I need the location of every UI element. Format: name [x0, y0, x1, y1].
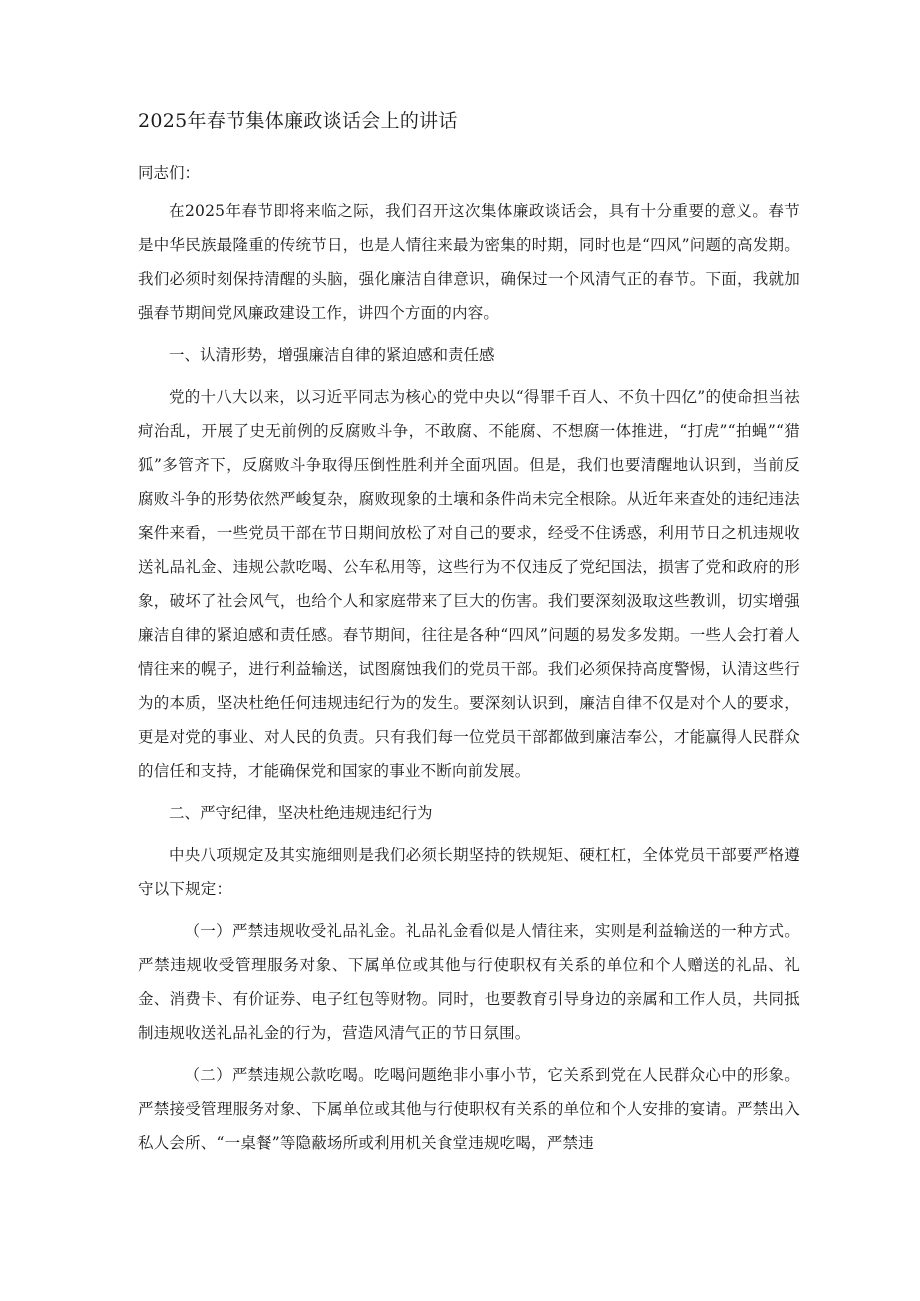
section-2-heading: 二、严守纪律，坚决杜绝违规违纪行为: [169, 804, 433, 822]
section-2-intro: 中央八项规定及其实施细则是我们必须长期坚持的铁规矩、硬杠杠，全体党员干部要严格遵守以下规定：: [138, 846, 800, 898]
section-1-body: 党的十八大以来，以习近平同志为核心的党中央以“得罪千百人、不负十四亿”的使命担当祛疴治乱，开展了史无前例的反腐败斗争，不敢腐、不能腐、不想腐一体推进，“打虎”“拍蝇”“猎狐”多管齐下，反腐败斗争取得压倒性胜利并全面巩固。但是，我们也要清醒地认识到，当前反腐败斗争的形势依然严峻复杂，腐败现象的土壤和条件尚未完全根除。从近年来查处的违纪违法案件来看，一些党员干部在节日期间放松了对自己的要求，经受不住诱惑，利用节日之机违规收送礼品礼金、违规公款吃喝、公车私用等，这些行为不仅违反了党纪国法，损害了党和政府的形象，破坏了社会风气，也给个人和家庭带来了巨大的伤害。我们要深刻汲取这些教训，切实增强廉洁自律的紧迫感和责任感。春节期间，往往是各种“四风”问题的易发多发期。一些人会打着人情往来的幌子，进行利益输送，试图腐蚀我们的党员干部。我们必须保持高度警惕，认清这些行为的本质，坚决杜绝任何违规违纪行为的发生。要深刻认识到，廉洁自律不仅是对个人的要求，更是对党的事业、对人民的负责。只有我们每一位党员干部都做到廉洁奉公，才能赢得人民群众的信任和支持，才能确保党和国家的事业不断向前发展。: [138, 388, 800, 780]
section-1-heading: 一、认清形势，增强廉洁自律的紧迫感和责任感: [169, 346, 495, 364]
section-2-item-2: （二）严禁违规公款吃喝。吃喝问题绝非小事小节，它关系到党在人民群众心中的形象。严禁接受管理服务对象、下属单位或其他与行使职权有关系的单位和个人安排的宴请。严禁出入私人会所、“一桌餐”等隐蔽场所或利用机关食堂违规吃喝，严禁违: [138, 1066, 800, 1152]
document-title: 2025年春节集体廉政谈话会上的讲话: [138, 110, 458, 132]
salutation: 同志们：: [138, 164, 201, 182]
document-page: [138, 108, 800, 1168]
intro-paragraph: 在2025年春节即将来临之际，我们召开这次集体廉政谈话会，具有十分重要的意义。春节是中华民族最隆重的传统节日，也是人情往来最为密集的时期，同时也是“四风”问题的高发期。我们必须时刻保持清醒的头脑，强化廉洁自律意识，确保过一个风清气正的春节。下面，我就加强春节期间党风廉政建设工作，讲四个方面的内容。: [138, 202, 800, 322]
section-2-item-1: （一）严禁违规收受礼品礼金。礼品礼金看似是人情往来，实则是利益输送的一种方式。严禁违规收受管理服务对象、下属单位或其他与行使职权有关系的单位和个人赠送的礼品、礼金、消费卡、有价证券、电子红包等财物。同时，也要教育引导身边的亲属和工作人员，共同抵制违规收送礼品礼金的行为，营造风清气正的节日氛围。: [138, 922, 800, 1042]
